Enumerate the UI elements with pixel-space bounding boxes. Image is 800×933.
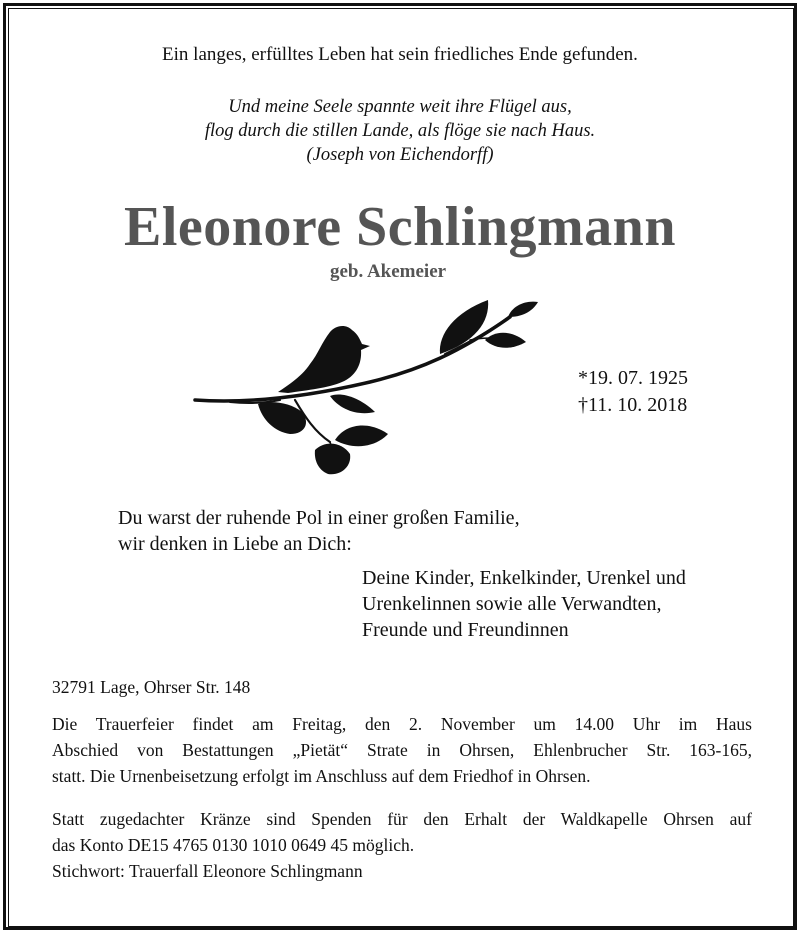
birth-date: *19. 07. 1925 (578, 367, 688, 389)
tribute-text (118, 505, 520, 557)
mourners-line-1: Deine Kinder, Enkelkinder, Urenkel und (362, 567, 686, 589)
tribute-line-1: Du warst der ruhende Pol in einer großen Familie, (118, 507, 520, 529)
donation-line-2: das Konto DE15 4765 0130 1010 0649 45 möglich. (52, 835, 415, 855)
mourners-line-3: Freunde und Freundinnen (362, 619, 569, 641)
death-date: †11. 10. 2018 (578, 394, 688, 416)
mourning-address: 32791 Lage, Ohrser Str. 148 (52, 677, 251, 697)
funeral-ceremony-info (52, 711, 752, 789)
ceremony-line-2: Abschied von Bestattungen „Pietät“ Strate in Ohrsen, Ehlenbrucher Str. 163-165, (52, 740, 752, 760)
life-dates (578, 365, 688, 419)
tribute-line-2: wir denken in Liebe an Dich: (118, 533, 352, 555)
ceremony-line-1: Die Trauerfeier findet am Freitag, den 2. November um 14.00 Uhr im Haus (52, 714, 752, 734)
donation-info (52, 806, 752, 884)
poem-line-2: flog durch die stillen Lande, als flöge sie nach Haus. (204, 121, 596, 141)
ceremony-line-3: statt. Die Urnenbeisetzung erfolgt im Anschluss auf dem Friedhof in Ohrsen. (52, 766, 591, 786)
mourners-list (362, 565, 686, 643)
deceased-name: Eleonore Schlingmann (124, 196, 676, 258)
poem-quote (0, 95, 800, 167)
poem-line-1: Und meine Seele spannte weit ihre Flügel aus, (228, 97, 572, 117)
intro-sentence: Ein langes, erfülltes Leben hat sein friedliches Ende gefunden. (162, 44, 638, 65)
poem-author: (Joseph von Eichendorff) (306, 145, 494, 165)
mourners-line-2: Urenkelinnen sowie alle Verwandten, (362, 593, 662, 615)
donation-line-3: Stichwort: Trauerfall Eleonore Schlingmann (52, 861, 363, 881)
bird-on-branch-icon (190, 292, 550, 482)
maiden-name: geb. Akemeier (330, 261, 447, 282)
donation-line-1: Statt zugedachter Kränze sind Spenden für den Erhalt der Waldkapelle Ohrsen auf (52, 809, 752, 829)
